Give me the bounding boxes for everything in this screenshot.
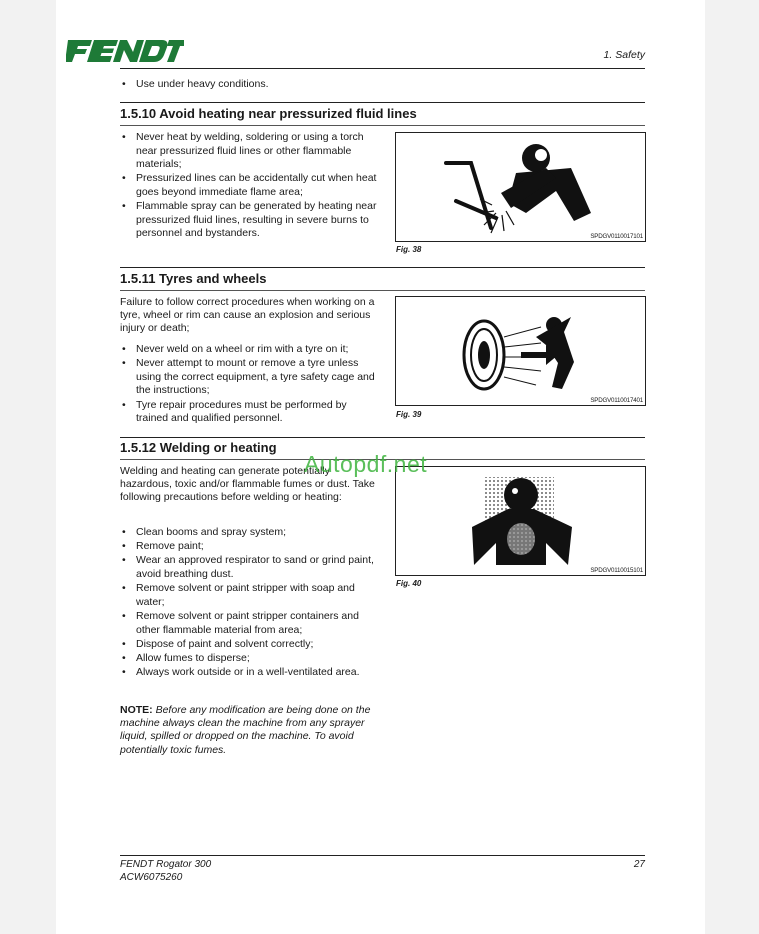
section-bullet-list	[120, 526, 380, 680]
footer-doc-code: ACW6075260	[120, 872, 183, 883]
list-item: • Never attempt to mount or remove a tyre unless using the correct equipment, a tyre safety cage and the instructions;	[120, 357, 380, 398]
section-bullet-list	[120, 131, 380, 242]
right-viewer-margin	[705, 0, 759, 934]
list-item: • Dispose of paint and solvent correctly;	[120, 638, 380, 652]
intro-bullet-list	[120, 78, 380, 92]
figure-code: SPDGV0110015101	[590, 567, 643, 574]
section-rule	[120, 102, 645, 103]
footer-model: FENDT Rogator 300	[120, 859, 212, 870]
list-item: • Remove solvent or paint stripper with soap and water;	[120, 582, 380, 609]
list-item: • Never heat by welding, soldering or using a torch near pressurized fluid lines or other flammable materials;	[120, 131, 380, 172]
note-block	[120, 704, 382, 757]
list-item: • Remove solvent or paint stripper containers and other flammable material from area;	[120, 610, 380, 637]
note-label: NOTE:	[120, 704, 153, 716]
figure-box	[395, 132, 646, 242]
chapter-title: 1. Safety	[603, 49, 645, 61]
list-item: • Always work outside or in a well-ventilated area.	[120, 666, 380, 680]
left-viewer-margin	[0, 0, 56, 934]
fendt-logo	[66, 38, 184, 64]
footer-rule	[120, 855, 645, 856]
figure-caption: Fig. 40	[396, 579, 422, 588]
welding-near-hydraulic-lines-icon	[396, 133, 645, 241]
list-item: • Flammable spray can be generated by heating near pressurized fluid lines, resulting in severe burns to personnel and bystanders.	[120, 200, 380, 241]
watermark: Autopdf.net	[304, 451, 428, 477]
section-heading: 1.5.10 Avoid heating near pressurized fluid lines	[120, 106, 417, 121]
list-item: • Pressurized lines can be accidentally cut when heat goes beyond immediate flame area;	[120, 172, 380, 199]
header-rule	[120, 68, 645, 69]
list-item: • Clean booms and spray system;	[120, 526, 380, 540]
tyre-explosion-icon	[396, 297, 645, 405]
figure-caption: Fig. 39	[396, 410, 422, 419]
section-rule	[120, 267, 645, 268]
section-bullet-list	[120, 343, 380, 426]
figure-code: SPDGV0110017101	[590, 233, 643, 240]
section-intro: Failure to follow correct procedures when working on a tyre, wheel or rim can cause an explosion and serious injury or death;	[120, 296, 375, 335]
figure-box	[395, 296, 646, 406]
list-item: • Tyre repair procedures must be performed by trained and qualified personnel.	[120, 399, 380, 426]
list-item: • Allow fumes to disperse;	[120, 652, 380, 666]
figure-box	[395, 466, 646, 576]
section-underline	[120, 125, 645, 126]
note-text: Before any modification are being done on the machine always clean the machine from any sprayer liquid, spilled or dropped on the machine. To avoid potentially toxic fumes.	[120, 704, 371, 756]
toxic-fumes-icon	[396, 467, 645, 575]
section-heading: 1.5.12 Welding or heating	[120, 440, 277, 455]
section-rule	[120, 437, 645, 438]
section-intro: Welding and heating can generate potentially hazardous, toxic and/or flammable fumes or dust. Take following precautions before welding or heating:	[120, 465, 375, 504]
figure-caption: Fig. 38	[396, 245, 422, 254]
list-item: • Never weld on a wheel or rim with a tyre on it;	[120, 343, 380, 357]
figure-code: SPDGV0110017401	[590, 397, 643, 404]
list-item: • Use under heavy conditions.	[120, 78, 380, 92]
list-item: • Wear an approved respirator to sand or grind paint, avoid breathing dust.	[120, 554, 380, 581]
section-heading: 1.5.11 Tyres and wheels	[120, 271, 267, 286]
section-underline	[120, 290, 645, 291]
page-number: 27	[633, 859, 645, 870]
list-item: • Remove paint;	[120, 540, 380, 554]
